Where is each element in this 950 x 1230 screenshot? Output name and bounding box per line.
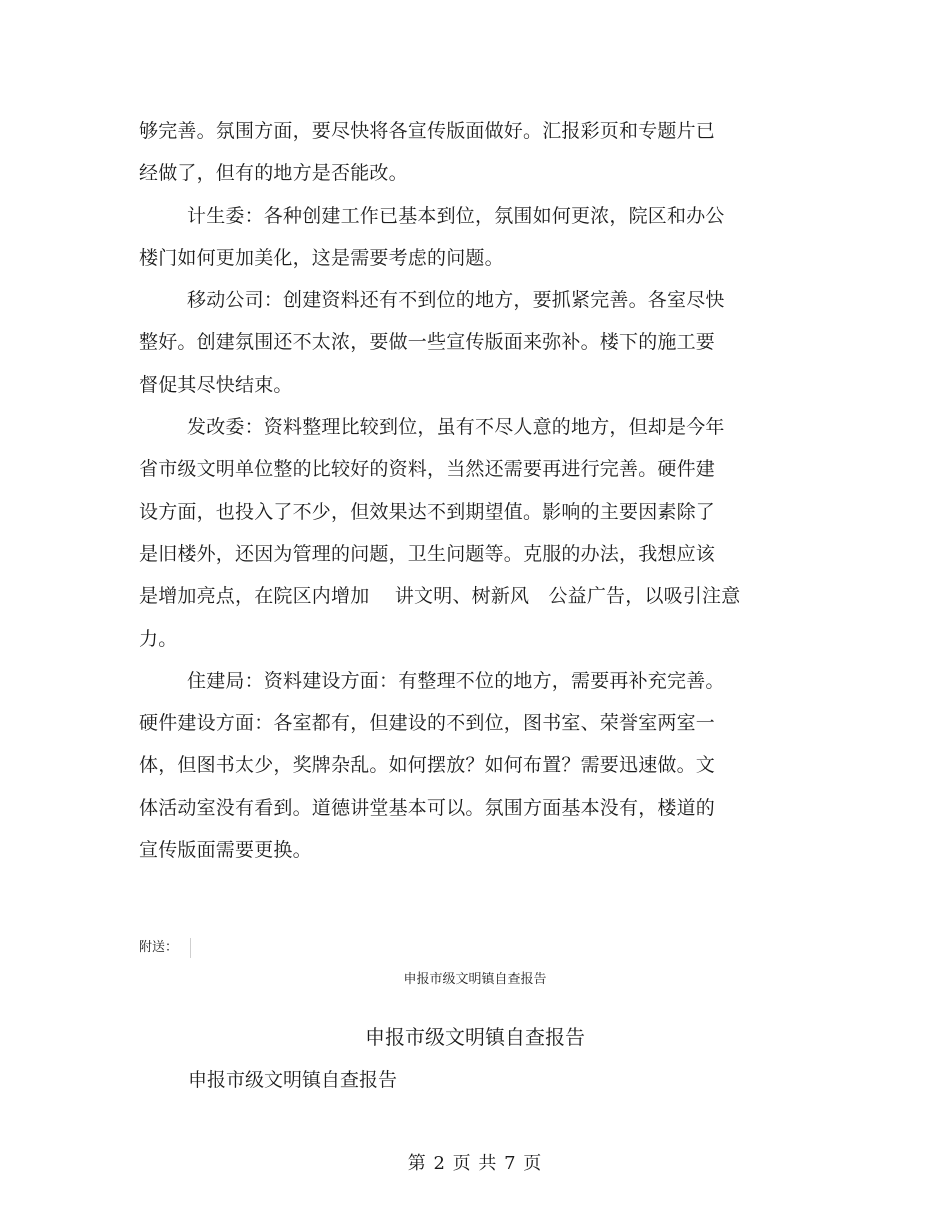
text-line: 力。: [139, 627, 178, 650]
text-line: 督促其尽快结束。: [139, 373, 293, 396]
main-title: 申报市级文明镇自查报告: [365, 1025, 585, 1049]
text-line: 发改委：资料整理比较到位，虽有不尽人意的地方，但却是今年: [187, 416, 725, 439]
attachment-divider: [190, 938, 192, 958]
attachment-line: [139, 938, 192, 958]
text-line: 是增加亮点，在院区内增加 讲文明、树新风 公益广告，以吸引注意: [139, 585, 741, 608]
text-line: 是旧楼外，还因为管理的问题，卫生问题等。克服的办法，我想应该: [139, 542, 716, 565]
text-line: 省市级文明单位整的比较好的资料，当然还需要再进行完善。硬件建: [139, 458, 716, 481]
body-text: [139, 110, 789, 871]
page-footer: 第 2 页 共 7 页: [407, 1153, 543, 1174]
text-line: 计生委：各种创建工作已基本到位，氛围如何更浓，院区和办公: [187, 204, 725, 227]
text-line: 楼门如何更加美化，这是需要考虑的问题。: [139, 246, 504, 269]
small-title: 申报市级文明镇自查报告: [403, 972, 547, 987]
sub-heading: 申报市级文明镇自查报告: [188, 1069, 398, 1091]
text-line: 设方面，也投入了不少，但效果达不到期望值。影响的主要因素除了: [139, 500, 716, 523]
text-line: 住建局：资料建设方面：有整理不位的地方，需要再补充完善。: [187, 669, 725, 692]
text-line: 经做了，但有的地方是否能改。: [139, 162, 408, 185]
text-line: 够完善。氛围方面，要尽快将各宣传版面做好。汇报彩页和专题片已: [139, 120, 716, 142]
text-line: 体活动室没有看到。道德讲堂基本可以。氛围方面基本没有，楼道的: [139, 796, 716, 819]
attachment-label: 附送：: [139, 940, 179, 955]
text-line: 宣传版面需要更换。: [139, 839, 312, 862]
text-line: 体，但图书太少，奖牌杂乱。如何摆放？如何布置？需要迅速做。文: [139, 754, 716, 777]
text-line: 移动公司：创建资料还有不到位的地方，要抓紧完善。各室尽快: [187, 289, 725, 312]
text-line: 整好。创建氛围还不太浓，要做一些宣传版面来弥补。楼下的施工要: [139, 331, 716, 354]
text-line: 硬件建设方面：各室都有，但建设的不到位，图书室、荣誉室两室一: [139, 712, 716, 735]
